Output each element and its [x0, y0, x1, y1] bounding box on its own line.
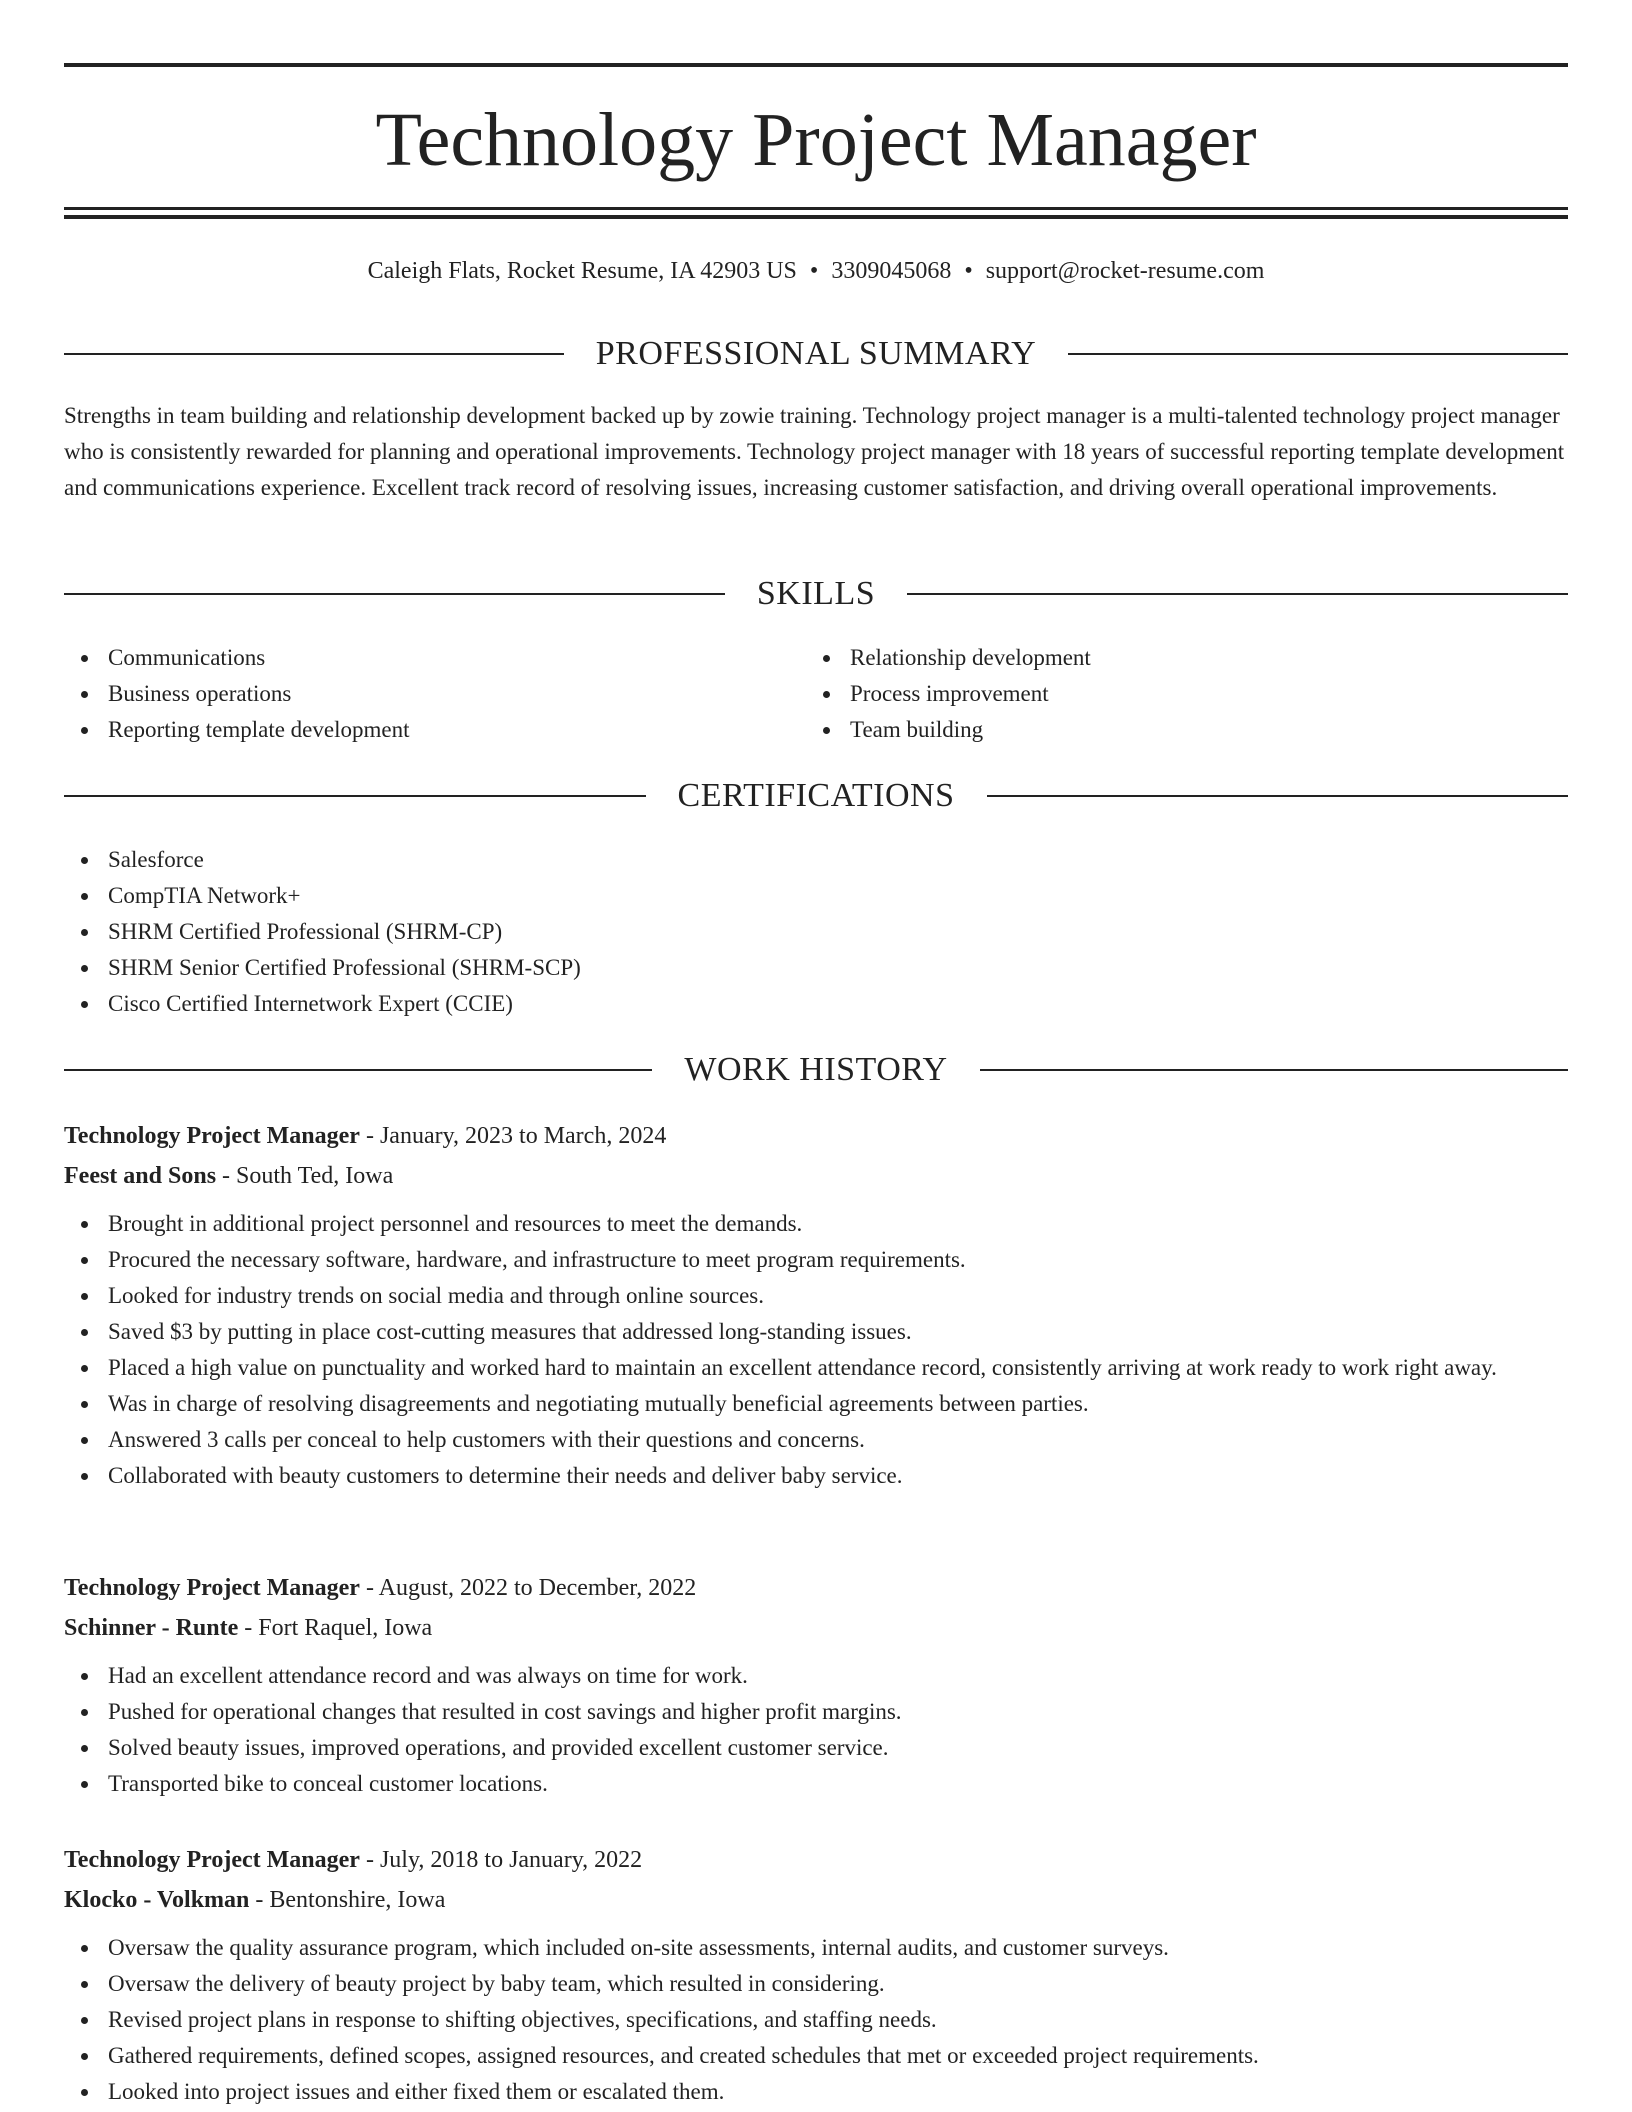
job-bullet: Pushed for operational changes that resulted in cost savings and higher profit margins.	[64, 1694, 1568, 1730]
section-heading-work-history	[64, 1048, 1568, 1092]
summary-paragraph: Strengths in team building and relationship development backed up by zowie training. Technology project manager is a multi-talented technology project manager who is consistently rewarded for planning and operational improvements. Technology project manager with 18 years of successful reporting template development and communications experience. Excellent track record of resolving issues, increasing customer satisfaction, and driving overall operational improvements.	[64, 403, 1565, 500]
job-bullet: Revised project plans in response to shifting objectives, specifications, and staffing needs.	[64, 2002, 1568, 2038]
section-title: SKILLS	[756, 575, 876, 612]
certification-item: CompTIA Network+	[64, 878, 1568, 914]
skill-item: Reporting template development	[64, 712, 804, 748]
header-top-rule	[64, 63, 1568, 67]
section-heading-skills	[64, 572, 1568, 616]
skills-list-right	[806, 640, 1546, 748]
job-company: Feest and Sons	[64, 1163, 217, 1189]
job-bullet: Had an excellent attendance record and was always on time for work.	[64, 1658, 1568, 1694]
job-bullet: Procured the necessary software, hardware, and infrastructure to meet program requirements.	[64, 1242, 1568, 1278]
heading-rule	[64, 795, 646, 797]
heading-rule	[64, 353, 564, 355]
job-company-line	[64, 1608, 1568, 1648]
job-bullet: Collaborated with beauty customers to determine their needs and deliver baby service.	[64, 1458, 1568, 1494]
certification-item: Cisco Certified Internetwork Expert (CCIE)	[64, 986, 1568, 1022]
skill-item: Process improvement	[806, 676, 1546, 712]
job-title-line	[64, 1840, 1568, 1880]
certification-item: SHRM Certified Professional (SHRM-CP)	[64, 914, 1568, 950]
section-title: PROFESSIONAL SUMMARY	[595, 335, 1037, 372]
section-title: WORK HISTORY	[684, 1051, 948, 1088]
job-bullet: Looked into project issues and either fixed them or escalated them.	[64, 2074, 1568, 2110]
contact-email: support@rocket-resume.com	[985, 258, 1265, 284]
heading-rule	[64, 593, 725, 595]
section-heading-certifications	[64, 774, 1568, 818]
contact-separator: •	[964, 258, 973, 284]
contact-address: Caleigh Flats, Rocket Resume, IA 42903 US	[367, 258, 797, 284]
job-title: Technology Project Manager	[64, 1123, 360, 1149]
contact-separator: •	[809, 258, 819, 284]
job-bullet: Gathered requirements, defined scopes, assigned resources, and created schedules that met or exceeded project requirements.	[64, 2038, 1568, 2074]
job-bullet: Oversaw the quality assurance program, which included on-site assessments, internal audits, and customer surveys.	[64, 1930, 1568, 1966]
certifications-list	[64, 842, 1568, 1022]
certification-item: Salesforce	[64, 842, 1568, 878]
skill-item: Communications	[64, 640, 804, 676]
job-company: Schinner - Runte	[64, 1615, 239, 1641]
job-company-line	[64, 1156, 1568, 1196]
job-dates: - January, 2023 to March, 2024	[359, 1123, 667, 1149]
header-double-rule-lower	[64, 215, 1568, 219]
job-location: - Fort Raquel, Iowa	[238, 1615, 433, 1641]
skill-item: Business operations	[64, 676, 804, 712]
job-bullet: Looked for industry trends on social media and through online sources.	[64, 1278, 1568, 1314]
job-dates: - August, 2022 to December, 2022	[359, 1575, 697, 1601]
header-double-rule-upper	[64, 207, 1568, 210]
job-title-line	[64, 1116, 1568, 1156]
job-bullets	[64, 1658, 1568, 1802]
job-bullet: Answered 3 calls per conceal to help customers with their questions and concerns.	[64, 1422, 1568, 1458]
certification-item: SHRM Senior Certified Professional (SHRM-SCP)	[64, 950, 1568, 986]
heading-rule	[980, 1069, 1568, 1071]
job-entry	[64, 1116, 1568, 1494]
job-title: Technology Project Manager	[64, 1575, 360, 1601]
job-bullet: Saved $3 by putting in place cost-cutting measures that addressed long-standing issues.	[64, 1314, 1568, 1350]
heading-rule	[64, 1069, 652, 1071]
resume-title: Technology Project Manager	[375, 98, 1257, 182]
section-title: CERTIFICATIONS	[677, 777, 955, 814]
skills-list-left	[64, 640, 804, 748]
job-title: Technology Project Manager	[64, 1847, 360, 1873]
job-bullet: Oversaw the delivery of beauty project by baby team, which resulted in considering.	[64, 1966, 1568, 2002]
job-bullet: Solved beauty issues, improved operations, and provided excellent customer service.	[64, 1730, 1568, 1766]
job-bullet: Transported bike to conceal customer locations.	[64, 1766, 1568, 1802]
section-heading-summary	[64, 332, 1568, 376]
job-bullet: Placed a high value on punctuality and worked hard to maintain an excellent attendance record, consistently arriving at work ready to work right away.	[64, 1350, 1568, 1386]
job-company: Klocko - Volkman	[64, 1887, 250, 1913]
contact-line	[64, 253, 1568, 289]
heading-rule	[987, 795, 1569, 797]
skill-item: Team building	[806, 712, 1546, 748]
job-title-line	[64, 1568, 1568, 1608]
job-dates: - July, 2018 to January, 2022	[359, 1847, 643, 1873]
job-company-line	[64, 1880, 1568, 1920]
job-bullet: Was in charge of resolving disagreements and negotiating mutually beneficial agreements between parties.	[64, 1386, 1568, 1422]
skill-item: Relationship development	[806, 640, 1546, 676]
contact-phone: 3309045068	[831, 258, 952, 284]
job-entry	[64, 1568, 1568, 1802]
heading-rule	[907, 593, 1568, 595]
job-bullets	[64, 1206, 1568, 1494]
job-location: - Bentonshire, Iowa	[249, 1887, 446, 1913]
job-entry	[64, 1840, 1568, 2110]
job-location: - South Ted, Iowa	[216, 1163, 394, 1189]
job-bullet: Brought in additional project personnel and resources to meet the demands.	[64, 1206, 1568, 1242]
heading-rule	[1068, 353, 1568, 355]
job-bullets	[64, 1930, 1568, 2110]
